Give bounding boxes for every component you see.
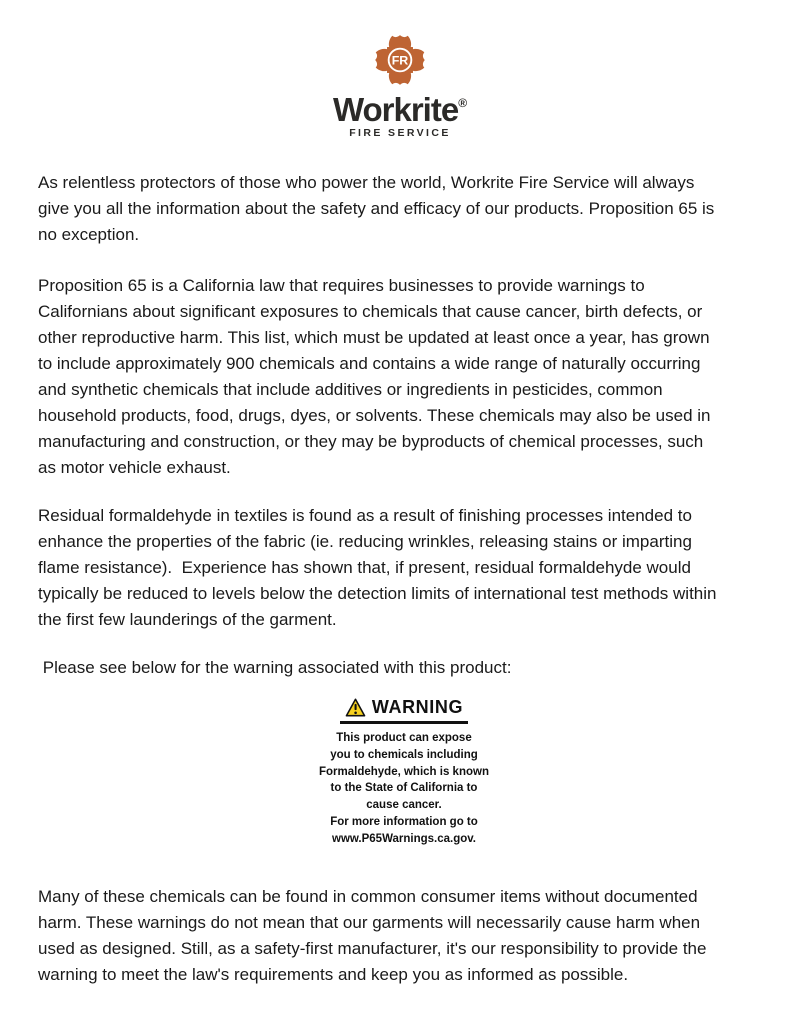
text-line: Residual formaldehyde in textiles is found as a result of finishing processes intended to <box>38 506 692 525</box>
text-line: give you all the information about the safety and efficacy of our products. Proposition 65 is <box>38 199 715 218</box>
text-line: enhance the properties of the fabric (ie. reducing wrinkles, releasing stains or imparting <box>38 532 692 551</box>
text-line: warning to meet the law's requirements and keep you as informed as possible. <box>38 964 629 984</box>
text-line: As relentless protectors of those who power the world, Workrite Fire Service will always <box>38 173 695 192</box>
warning-text <box>38 730 770 848</box>
text-line: to the State of California to <box>330 782 478 795</box>
text-line: typically be reduced to levels below the detection limits of international test methods within <box>38 584 717 603</box>
warning-header <box>38 697 770 717</box>
paragraph-closing <box>38 884 770 988</box>
text-line: For more information go to <box>330 815 478 828</box>
text-line: you to chemicals including <box>330 748 478 761</box>
badge-initials: FR <box>391 53 409 68</box>
warning-triangle-icon <box>345 698 366 717</box>
warning-underline <box>340 721 468 724</box>
text-line: no exception. <box>38 225 140 244</box>
prop65-warning-label <box>38 697 770 848</box>
paragraph-see-below <box>38 655 770 681</box>
warning-title: WARNING <box>371 697 464 717</box>
text-line: to include approximately 900 chemicals and contains a wide range of naturally occurring <box>38 354 701 373</box>
text-line: cause cancer. <box>366 799 442 812</box>
text-line: Formaldehyde, which is known <box>319 765 489 778</box>
brand-name-text: Workrite <box>332 91 459 128</box>
paragraph-formaldehyde <box>38 503 770 633</box>
text-line: Proposition 65 is a California law that requires businesses to provide warnings to <box>38 276 645 295</box>
paragraph-intro <box>38 170 770 248</box>
text-line: manufacturing and construction, or they may be byproducts of chemical processes, such <box>38 432 704 451</box>
brand-tagline: FIRE SERVICE <box>349 127 451 139</box>
text-line: used as designed. Still, as a safety-first manufacturer, it's our responsibility to provide the <box>38 938 707 958</box>
registered-mark: ® <box>458 96 468 110</box>
text-line: other reproductive harm. This list, which must be updated at least once a year, has grown <box>38 328 710 347</box>
text-line: Please see below for the warning associated with this product: <box>38 658 512 677</box>
text-line: and synthetic chemicals that include additives or ingredients in pesticides, common <box>38 380 663 399</box>
text-line: This product can expose <box>336 732 472 744</box>
brand-name <box>0 88 800 128</box>
text-line: household products, food, drugs, dyes, or solvents. These chemicals may also be used in <box>38 406 711 425</box>
workrite-logo <box>0 0 800 139</box>
paragraph-prop65-explanation <box>38 273 770 481</box>
text-line: flame resistance). Experience has shown that, if present, residual formaldehyde would <box>38 558 691 577</box>
document-body <box>0 170 800 988</box>
text-line: Californians about significant exposures to chemicals that cause cancer, birth defects, or <box>38 302 703 321</box>
text-line: Many of these chemicals can be found in common consumer items without documented <box>38 886 698 906</box>
fr-maltese-cross-icon <box>372 33 428 87</box>
text-line: www.P65Warnings.ca.gov. <box>332 832 476 845</box>
text-line: harm. These warnings do not mean that our garments will necessarily cause harm when <box>38 912 701 932</box>
text-line: the first few launderings of the garment. <box>38 610 337 629</box>
text-line: as motor vehicle exhaust. <box>38 458 231 477</box>
